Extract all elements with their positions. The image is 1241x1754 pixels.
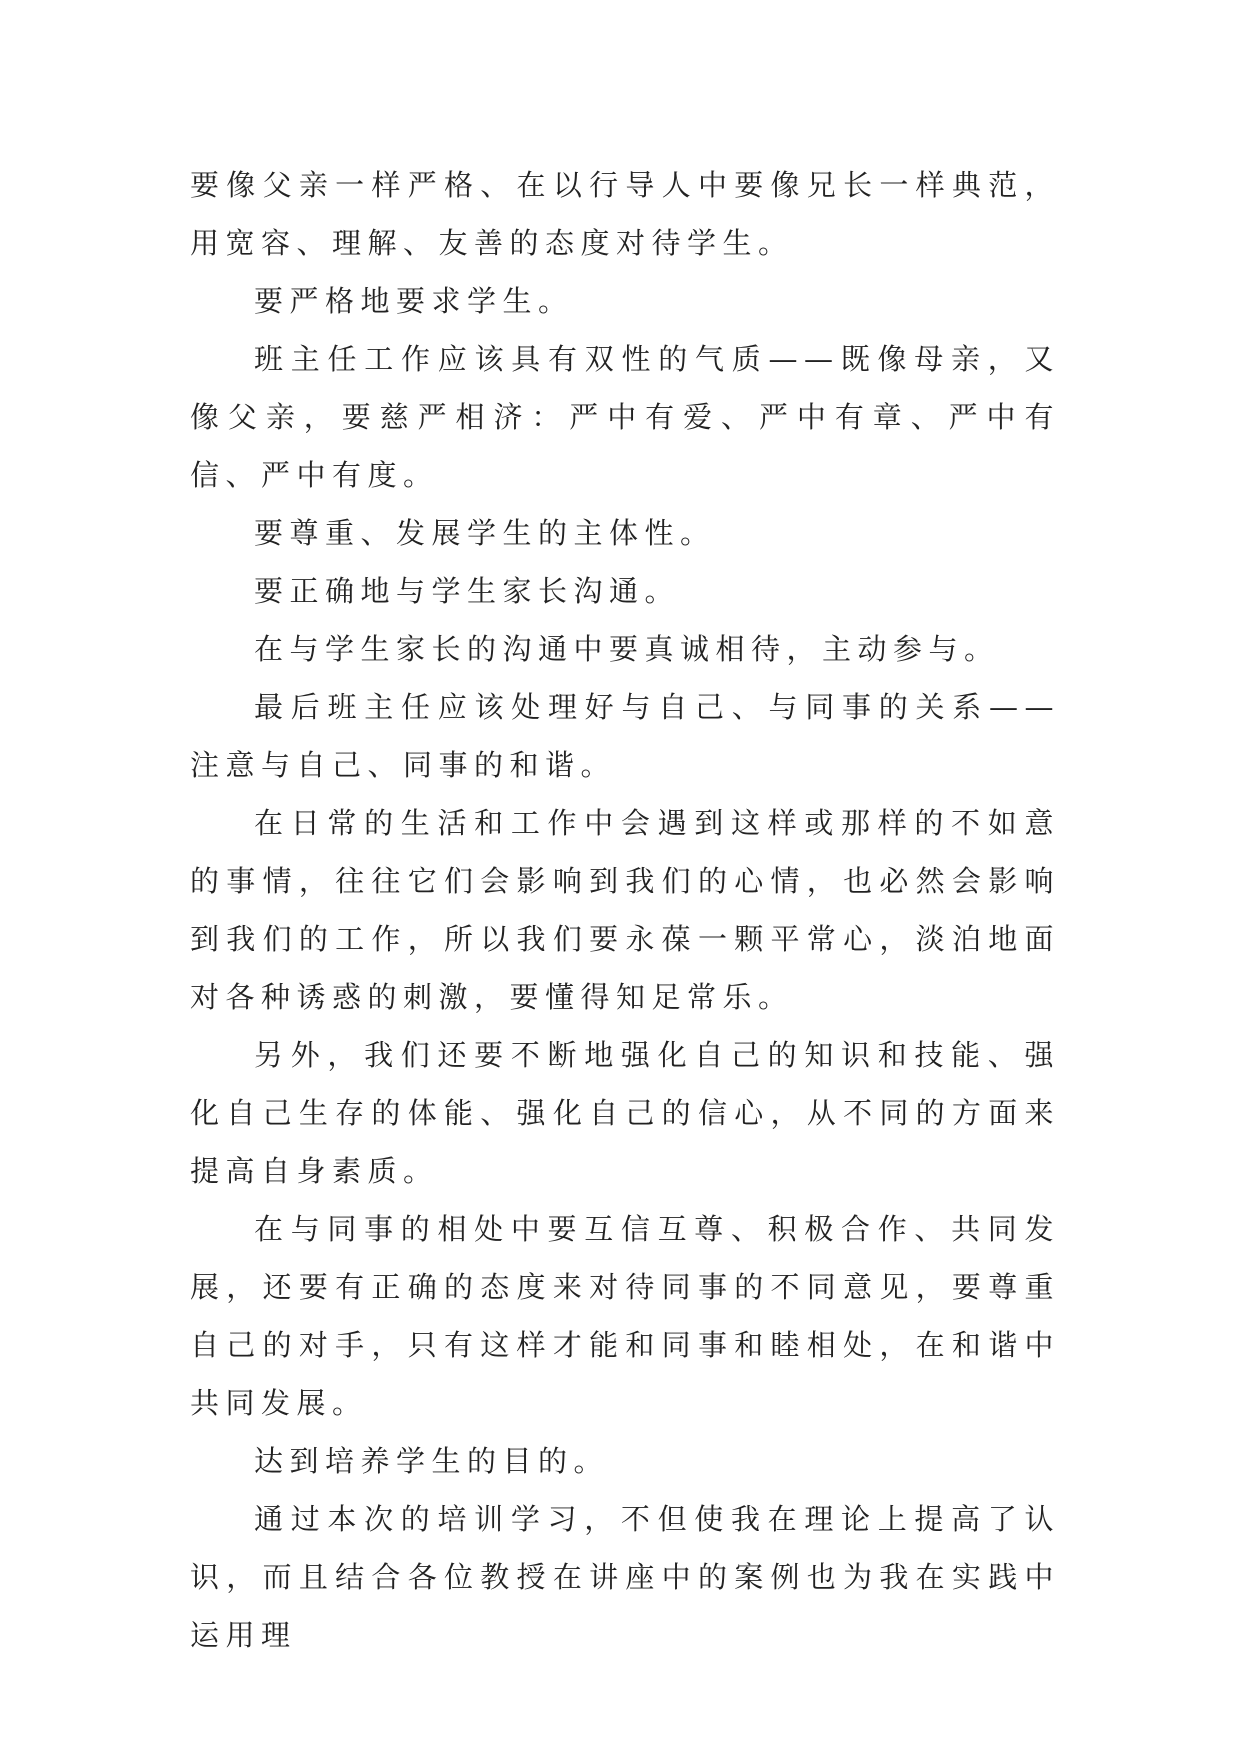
paragraph-7: 最后班主任应该处理好与自己、与同事的关系——注意与自己、同事的和谐。: [190, 690, 1060, 782]
paragraph-2: 要严格地要求学生。: [254, 284, 574, 318]
paragraph-6: 在与学生家长的沟通中要真诚相待，主动参与。: [254, 632, 1000, 666]
paragraph-5: 要正确地与学生家长沟通。: [254, 574, 681, 608]
paragraph-12: 通过本次的培训学习，不但使我在理论上提高了认识，而且结合各位教授在讲座中的案例也为我在实践中运用理: [190, 1502, 1060, 1652]
paragraph-10: 在与同事的相处中要互信互尊、积极合作、共同发展，还要有正确的态度来对待同事的不同意见，要尊重自己的对手，只有这样才能和同事和睦相处，在和谐中共同发展。: [190, 1212, 1060, 1420]
paragraph-9: 另外，我们还要不断地强化自己的知识和技能、强化自己生存的体能、强化自己的信心，从不同的方面来提高自身素质。: [190, 1038, 1060, 1188]
document-body: [190, 156, 1060, 1664]
paragraph-8: 在日常的生活和工作中会遇到这样或那样的不如意的事情，往往它们会影响到我们的心情，也必然会影响到我们的工作，所以我们要永葆一颗平常心，淡泊地面对各种诱惑的刺激，要懂得知足常乐。: [190, 806, 1060, 1014]
paragraph-11: 达到培养学生的目的。: [254, 1444, 610, 1478]
paragraph-1: 要像父亲一样严格、在以行导人中要像兄长一样典范，用宽容、理解、友善的态度对待学生。: [190, 168, 1060, 260]
paragraph-3: 班主任工作应该具有双性的气质——既像母亲，又像父亲，要慈严相济：严中有爱、严中有章、严中有信、严中有度。: [190, 342, 1060, 492]
paragraph-4: 要尊重、发展学生的主体性。: [254, 516, 716, 550]
